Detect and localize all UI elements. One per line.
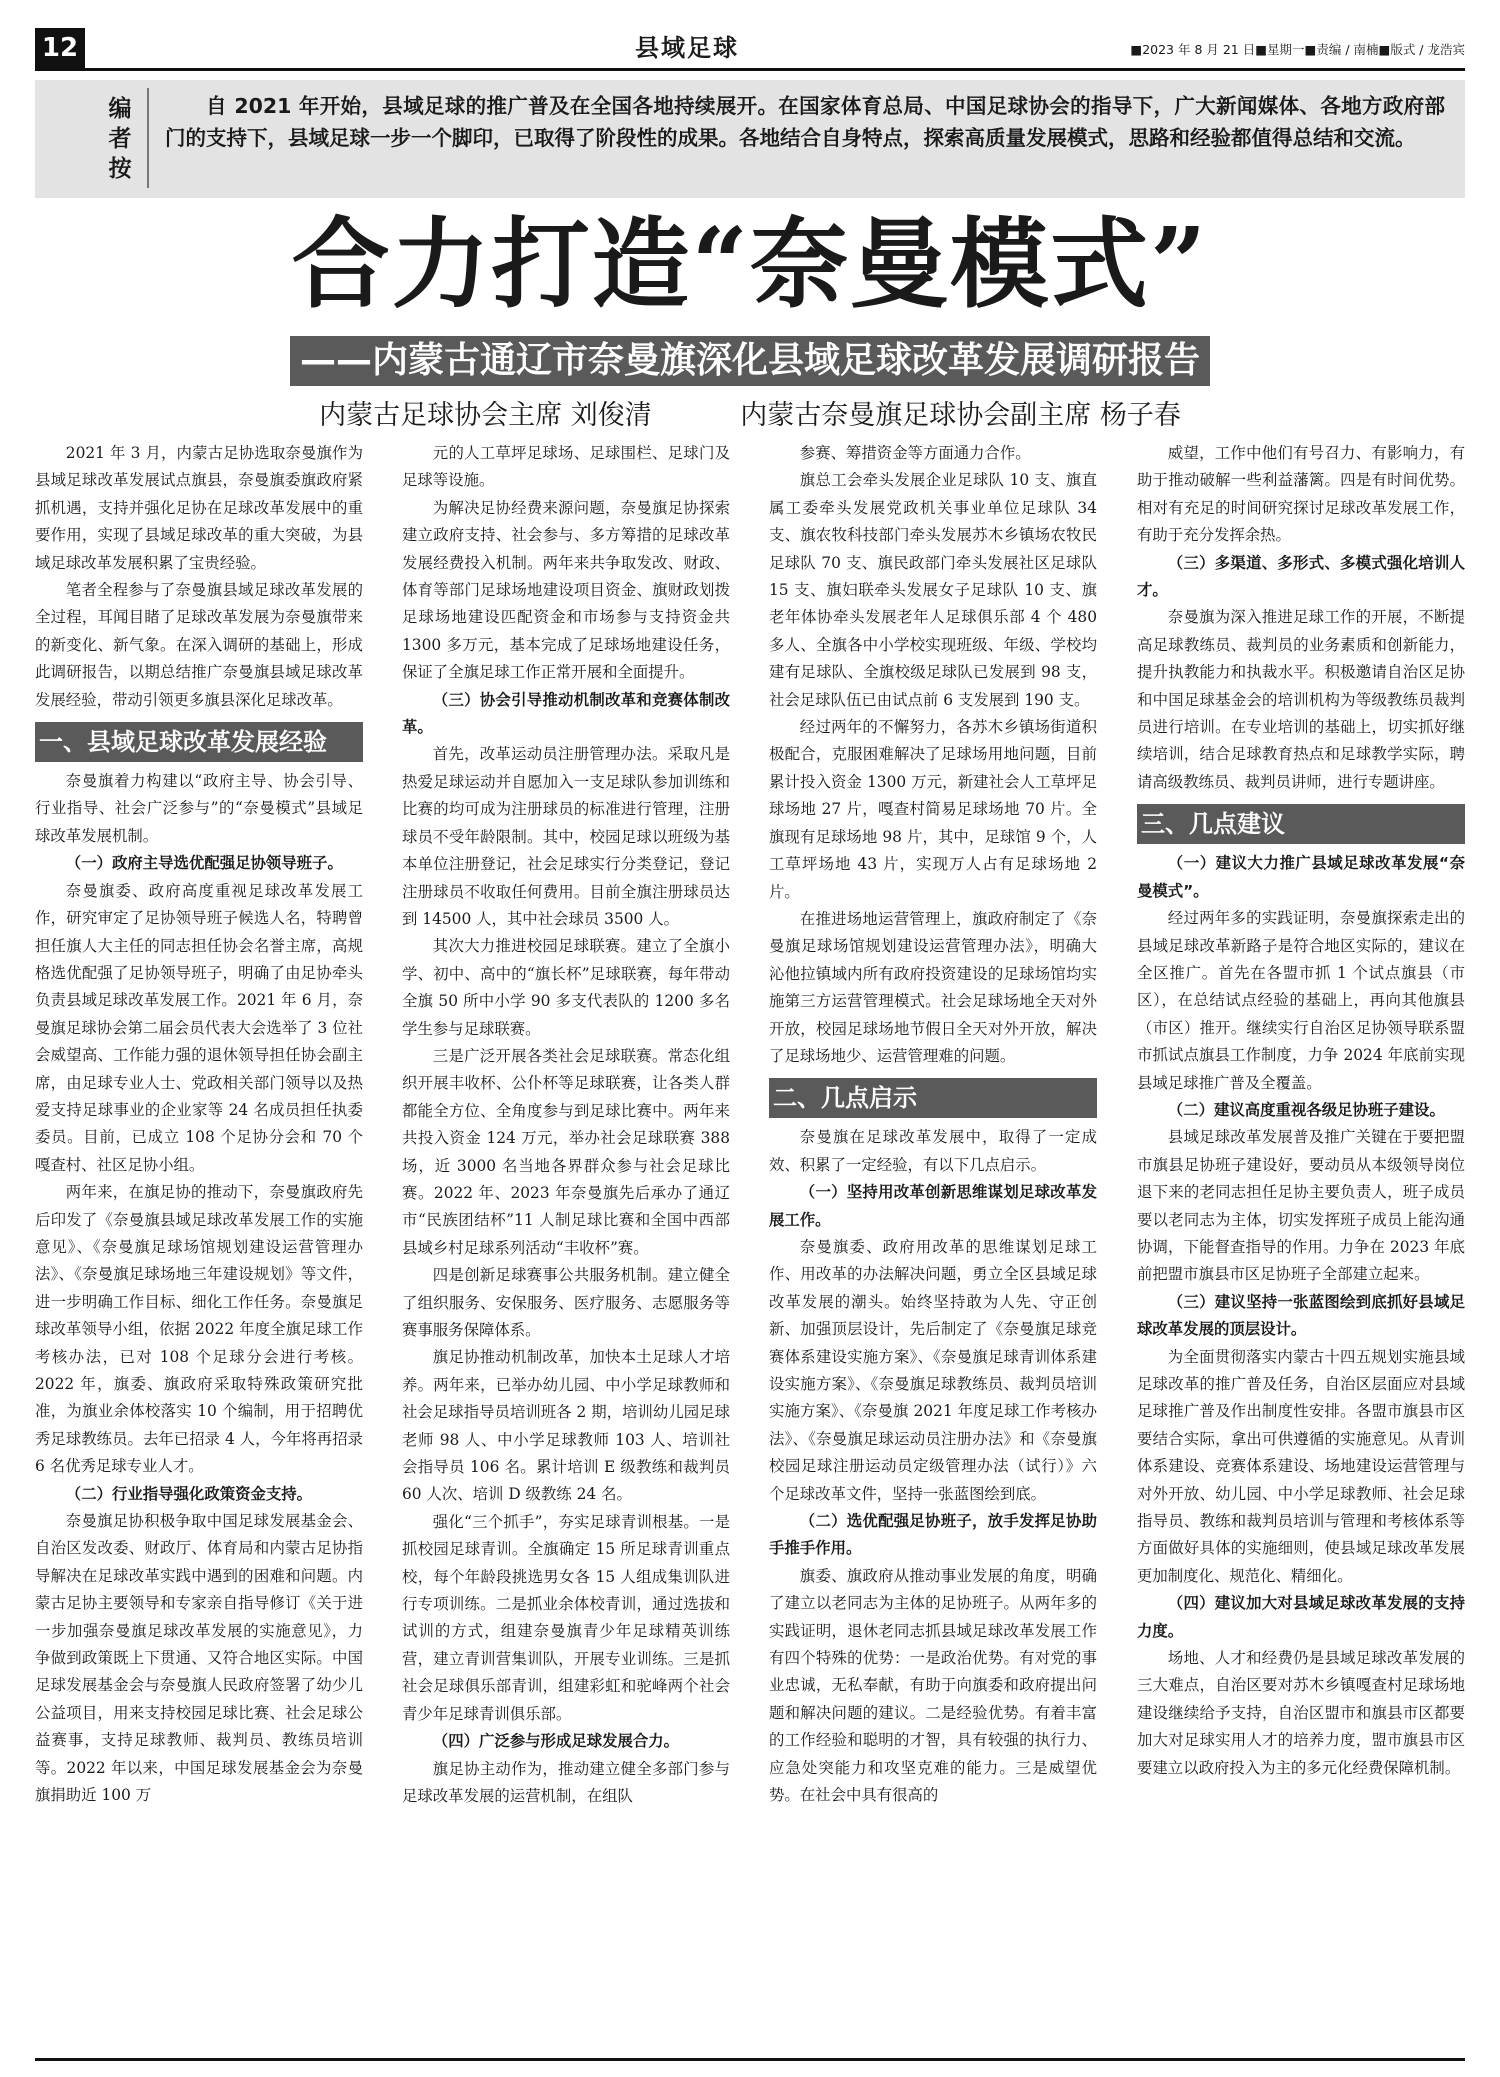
article-column-4 <box>1137 440 1465 2050</box>
article-column-1 <box>35 440 363 2050</box>
subsection-heading: （四）广泛参与形成足球发展合力。 <box>432 1732 680 1751</box>
article-paragraph: 县域足球改革发展普及推广关键在于要把盟市旗县足协班子建设好，要动员从本级领导岗位退下来的老同志担任足协主要负责人，班子成员要以老同志为主体，切实发挥班子成员上能沟通协调，下能督查指导的作用。力争在 2023 年底前把盟市旗县市区足协班子全部建立起来。 <box>1137 1128 1465 1284</box>
subsection-heading: （三）协会引导推动机制改革和竞赛体制改革。 <box>402 690 730 737</box>
article-paragraph: 元的人工草坪足球场、足球围栏、足球门及足球等设施。 <box>402 444 730 490</box>
section-heading: 三、几点建议 <box>1137 804 1465 844</box>
subsection-heading: （一）政府主导选优配强足协领导班子。 <box>65 854 343 873</box>
subsection-heading: （二）选优配强足协班子，放手发挥足协助手推手作用。 <box>769 1512 1097 1558</box>
article-paragraph: 四是创新足球赛事公共服务机制。建立健全了组织服务、安保服务、医疗服务、志愿服务等赛事服务保障体系。 <box>402 1266 730 1339</box>
article-paragraph: 强化“三个抓手”，夯实足球青训根基。一是抓校园足球青训。全旗确定 15 所足球青训重点校，每个年龄段挑选男女各 15 人组成集训队进行专项训练。二是抓业余体校青训，通过选拔和试训的方式，组建奈曼旗青少年足球精英训练营，建立青训营集训队，开展专业训练。三是抓社会足球俱乐部青训，组建彩虹和驼峰两个社会青少年足球青训俱乐部。 <box>402 1512 730 1723</box>
article-column-2 <box>402 440 730 2050</box>
subheadline: ——内蒙古通辽市奈曼旗深化县域足球改革发展调研报告 <box>290 336 1210 386</box>
article-paragraph: 两年来，在旗足协的推动下，奈曼旗政府先后印发了《奈曼旗县域足球改革发展工作的实施意见》、《奈曼旗足球场馆规划建设运营管理办法》、《奈曼旗足球场地三年建设规划》等文件，进一步明确工作目标、细化工作任务。奈曼旗足球改革领导小组，依据 2022 年度全旗足球工作考核办法，已对 108 个足球分会进行考核。2022 年，旗委、旗政府采取特殊政策研究批准，为旗业余体校落实 10 个编制，用于招聘优秀足球教练员。去年已招录 4 人，今年将再招录 6 名优秀足球专业人才。 <box>35 1183 363 1476</box>
article-paragraph: 奈曼旗为深入推进足球工作的开展，不断提高足球教练员、裁判员的业务素质和创新能力，提升执教能力和执裁水平。积极邀请自治区足协和中国足球基金会的培训机构为等级教练员裁判员进行培训。在专业培训的基础上，切实抓好继续培训，结合足球教育热点和足球教学实际，聘请高级教练员、裁判员讲师，进行专题讲座。 <box>1137 608 1465 791</box>
editor-note-label-char: 按 <box>108 156 132 182</box>
editor-note-label <box>105 94 135 184</box>
article-paragraph: 三是广泛开展各类社会足球联赛。常态化组织开展丰收杯、公仆杯等足球联赛，让各类人群都能全方位、全角度参与到足球比赛中。两年来共投入资金 124 万元，举办社会足球联赛 388 场，近 3000 名当地各界群众参与社会足球比赛。2022 年、2023 年奈曼旗先后承办了通辽市“民族团结杯”11 人制足球比赛和全国中西部县域乡村足球系列活动“丰收杯”赛。 <box>402 1046 730 1257</box>
article-body <box>35 440 1465 2050</box>
article-paragraph: 经过两年多的实践证明，奈曼旗探索走出的县域足球改革新路子是符合地区实际的，建议在全区推广。首先在各盟市抓 1 个试点旗县（市区），在总结试点经验的基础上，再向其他旗县（市区）推开。继续实行自治区足协领导联系盟市抓试点旗县工作制度，力争 2024 年底前实现县域足球推广普及全覆盖。 <box>1137 909 1465 1092</box>
byline <box>0 396 1500 436</box>
editor-note-label-char: 者 <box>108 126 132 152</box>
page-number: 12 <box>35 28 85 68</box>
subsection-heading: （四）建议加大对县域足球改革发展的支持力度。 <box>1137 1594 1465 1640</box>
byline-author: 内蒙古足球协会主席 刘俊清 <box>319 400 652 431</box>
article-paragraph: 在推进场地运营管理上，旗政府制定了《奈曼旗足球场馆规划建设运营管理办法》，明确大沁他拉镇域内所有政府投资建设的足球场馆均实施第三方运营管理模式。社会足球场地全天对外开放，校园足球场地节假日全天对外开放，解决了足球场地少、运营管理难的问题。 <box>769 909 1097 1065</box>
subsection-heading: （一）建议大力推广县域足球改革发展“奈曼模式”。 <box>1137 854 1465 900</box>
article-paragraph: 奈曼旗足协积极争取中国足球发展基金会、自治区发改委、财政厅、体育局和内蒙古足协指导解决在足球改革实践中遇到的困难和问题。内蒙古足协主要领导和专家亲自指导修订《关于进一步加强奈曼旗足球改革发展的实施意见》，力争做到政策既上下贯通、又符合地区实际。中国足球发展基金会与奈曼旗人民政府签署了幼少儿公益项目，用来支持校园足球比赛、社会足球公益赛事，支持足球教师、裁判员、教练员培训等。2022 年以来，中国足球发展基金会为奈曼旗捐助近 100 万 <box>35 1512 363 1805</box>
section-heading: 二、几点启示 <box>769 1078 1097 1118</box>
article-column-3 <box>769 440 1097 2050</box>
editor-note <box>35 80 1465 198</box>
page-header <box>35 28 1465 71</box>
subsection-heading: （二）建议高度重视各级足协班子建设。 <box>1167 1100 1445 1119</box>
article-paragraph: 威望，工作中他们有号召力、有影响力，有助于推动破解一些利益藩篱。四是有时间优势。相对有充足的时间研究探讨足球改革发展工作，有助于充分发挥余热。 <box>1137 444 1465 545</box>
article-paragraph: 场地、人才和经费仍是县域足球改革发展的三大难点，自治区要对苏木乡镇嘎查村足球场地建设继续给予支持，自治区盟市和旗县市区都要加大对足球实用人才的培养力度，盟市旗县市区要建立以政府投入为主的多元化经费保障机制。 <box>1137 1649 1465 1777</box>
article-paragraph: 为解决足协经费来源问题，奈曼旗足协探索建立政府支持、社会参与、多方筹措的足球改革发展经费投入机制。两年来共争取发改、财政、体育等部门足球场地建设项目资金、旗财政划拨足球场地建设匹配资金和市场参与支持资金共 1300 多万元，基本完成了足球场地建设任务，保证了全旗足球工作正常开展和全面提升。 <box>402 498 730 682</box>
editor-note-text: 自 2021 年开始，县域足球的推广普及在全国各地持续展开。在国家体育总局、中国足球协会的指导下，广大新闻媒体、各地方政府部门的支持下，县域足球一步一个脚印，已取得了阶段性的成果。各地结合自身特点，探索高质量发展模式，思路和经验都值得总结和交流。 <box>165 94 1445 150</box>
article-paragraph: 笔者全程参与了奈曼旗县域足球改革发展的全过程，耳闻目睹了足球改革发展为奈曼旗带来的新变化、新气象。在深入调研的基础上，形成此调研报告，以期总结推广奈曼旗县域足球改革发展经验，带动引领更多旗县深化足球改革。 <box>35 581 363 709</box>
footer-rule <box>35 2058 1465 2061</box>
subsection-heading: （二）行业指导强化政策资金支持。 <box>65 1484 313 1503</box>
article-paragraph: 为全面贯彻落实内蒙古十四五规划实施县域足球改革的推广普及任务，自治区层面应对县域足球推广普及作出制度性安排。各盟市旗县市区要结合实际，拿出可供遵循的实施意见。从青训体系建设、竞赛体系建设、场地建设运营管理与对外开放、幼儿园、中小学足球教师、社会足球指导员、教练和裁判员培训与管理和考核体系等方面做好具体的实施细则，使县域足球改革发展更加制度化、规范化、精细化。 <box>1137 1347 1465 1585</box>
article-paragraph: 旗总工会牵头发展企业足球队 10 支、旗直属工委牵头发展党政机关事业单位足球队 34 支、旗农牧科技部门牵头发展苏木乡镇场农牧民足球队 70 支、旗民政部门牵头发展社区足球队 15 支、旗妇联牵头发展女子足球队 10 支、旗老年体协牵头发展老年人足球俱乐部 4 个 480 多人、全旗各中小学校实现班级、年级、学校均建有足球队、全旗校级足球队已发展到 98 支，社会足球队伍已由试点前 6 支发展到 190 支。 <box>769 471 1097 709</box>
article-paragraph: 旗足协主动作为，推动建立健全多部门参与足球改革发展的运营机制，在组队 <box>402 1759 730 1805</box>
byline-author: 内蒙古奈曼旗足球协会副主席 杨子春 <box>740 400 1181 431</box>
editor-note-label-char: 编 <box>108 96 132 122</box>
article-paragraph: 奈曼旗委、政府用改革的思维谋划足球工作、用改革的办法解决问题，勇立全区县域足球改革发展的潮头。始终坚持敢为人先、守正创新、加强顶层设计，先后制定了《奈曼旗足球竞赛体系建设实施方案》、《奈曼旗足球青训体系建设实施方案》、《奈曼旗足球教练员、裁判员培训实施方案》、《奈曼旗 2021 年度足球工作考核办法》、《奈曼旗足球运动员注册办法》和《奈曼旗校园足球注册运动员定级管理办法（试行）》六个足球改革文件，坚持一张蓝图绘到底。 <box>769 1237 1097 1503</box>
article-paragraph: 旗足协推动机制改革，加快本土足球人才培养。两年来，已举办幼儿园、中小学足球教师和社会足球指导员培训班各 2 期，培训幼儿园足球老师 98 人、中小学足球教师 103 人、培训社会指导员 106 名。累计培训 E 级教练和裁判员 60 人次、培训 D 级教练 24 名。 <box>402 1348 730 1504</box>
subheadline-wrap <box>0 336 1500 386</box>
article-paragraph: 其次大力推进校园足球联赛。建立了全旗小学、初中、高中的“旗长杯”足球联赛，每年带动全旗 50 所中小学 90 多支代表队的 1200 多名学生参与足球联赛。 <box>402 937 730 1038</box>
dateline: ■2023 年 8 月 21 日■星期一■责编 / 南楠■版式 / 龙浩宾 <box>1130 42 1465 57</box>
article-paragraph: 旗委、旗政府从推动事业发展的角度，明确了建立以老同志为主体的足协班子。从两年多的实践证明，退休老同志抓县域足球改革发展工作有四个特殊的优势：一是政治优势。有对党的事业忠诚，无私奉献，有助于向旗委和政府提出问题和解决问题的建议。二是经验优势。有着丰富的工作经验和聪明的才智，具有较强的执行力、应急处突能力和攻坚克难的能力。三是威望优势。在社会中具有很高的 <box>769 1566 1097 1805</box>
subsection-heading: （三）建议坚持一张蓝图绘到底抓好县域足球改革发展的顶层设计。 <box>1137 1292 1465 1339</box>
editor-note-divider <box>147 88 149 188</box>
article-paragraph: 奈曼旗委、政府高度重视足球改革发展工作，研究审定了足协领导班子候选人名，特聘曾担任旗人大主任的同志担任协会名誉主席，高规格选优配强了足协领导班子，明确了由足协牵头负责县域足球改革发展工作。2021 年 6 月，奈曼旗足球协会第二届会员代表大会选举了 3 位社会威望高、工作能力强的退休领导担任协会副主席，由足球专业人士、党政相关部门领导以及热爱支持足球事业的企业家等 24 名成员担任执委委员。目前，已成立 108 个足协分会和 70 个嘎查村、社区足协小组。 <box>35 881 363 1174</box>
section-title: 县域足球 <box>635 34 739 62</box>
article-paragraph: 经过两年的不懈努力，各苏木乡镇场街道积极配合，克服困难解决了足球场用地问题，目前累计投入资金 1300 万元，新建社会人工草坪足球场地 27 片，嘎查村简易足球场地 70 片。全旗现有足球场地 98 片，其中，足球馆 9 个，人工草坪场地 43 片，实现万人占有足球场地 2 片。 <box>769 718 1097 901</box>
article-paragraph: 2021 年 3 月，内蒙古足协选取奈曼旗作为县域足球改革发展试点旗县，奈曼旗委旗政府紧抓机遇，支持并强化足协在足球改革发展中的重要作用，实现了县域足球改革的重大突破，为县域足球改革发展积累了宝贵经验。 <box>35 444 363 572</box>
subsection-heading: （三）多渠道、多形式、多模式强化培训人才。 <box>1137 553 1465 600</box>
article-paragraph: 参赛、筹措资金等方面通力合作。 <box>799 444 1031 462</box>
subsection-heading: （一）坚持用改革创新思维谋划足球改革发展工作。 <box>769 1183 1097 1229</box>
article-paragraph: 奈曼旗在足球改革发展中，取得了一定成效、积累了一定经验，有以下几点启示。 <box>769 1128 1097 1174</box>
headline: 合力打造“奈曼模式” <box>291 207 1209 322</box>
article-paragraph: 首先，改革运动员注册管理办法。采取凡是热爱足球运动并自愿加入一支足球队参加训练和比赛的均可成为注册球员的标准进行管理，注册球员不受年龄限制。其中，校园足球以班级为基本单位注册登记，社会足球实行分类登记，登记注册球员不收取任何费用。目前全旗注册球员达到 14500 人，其中社会球员 3500 人。 <box>402 745 730 928</box>
section-heading: 一、县域足球改革发展经验 <box>35 722 363 762</box>
article-paragraph: 奈曼旗着力构建以“政府主导、协会引导、行业指导、社会广泛参与”的“奈曼模式”县域足球改革发展机制。 <box>35 772 363 845</box>
